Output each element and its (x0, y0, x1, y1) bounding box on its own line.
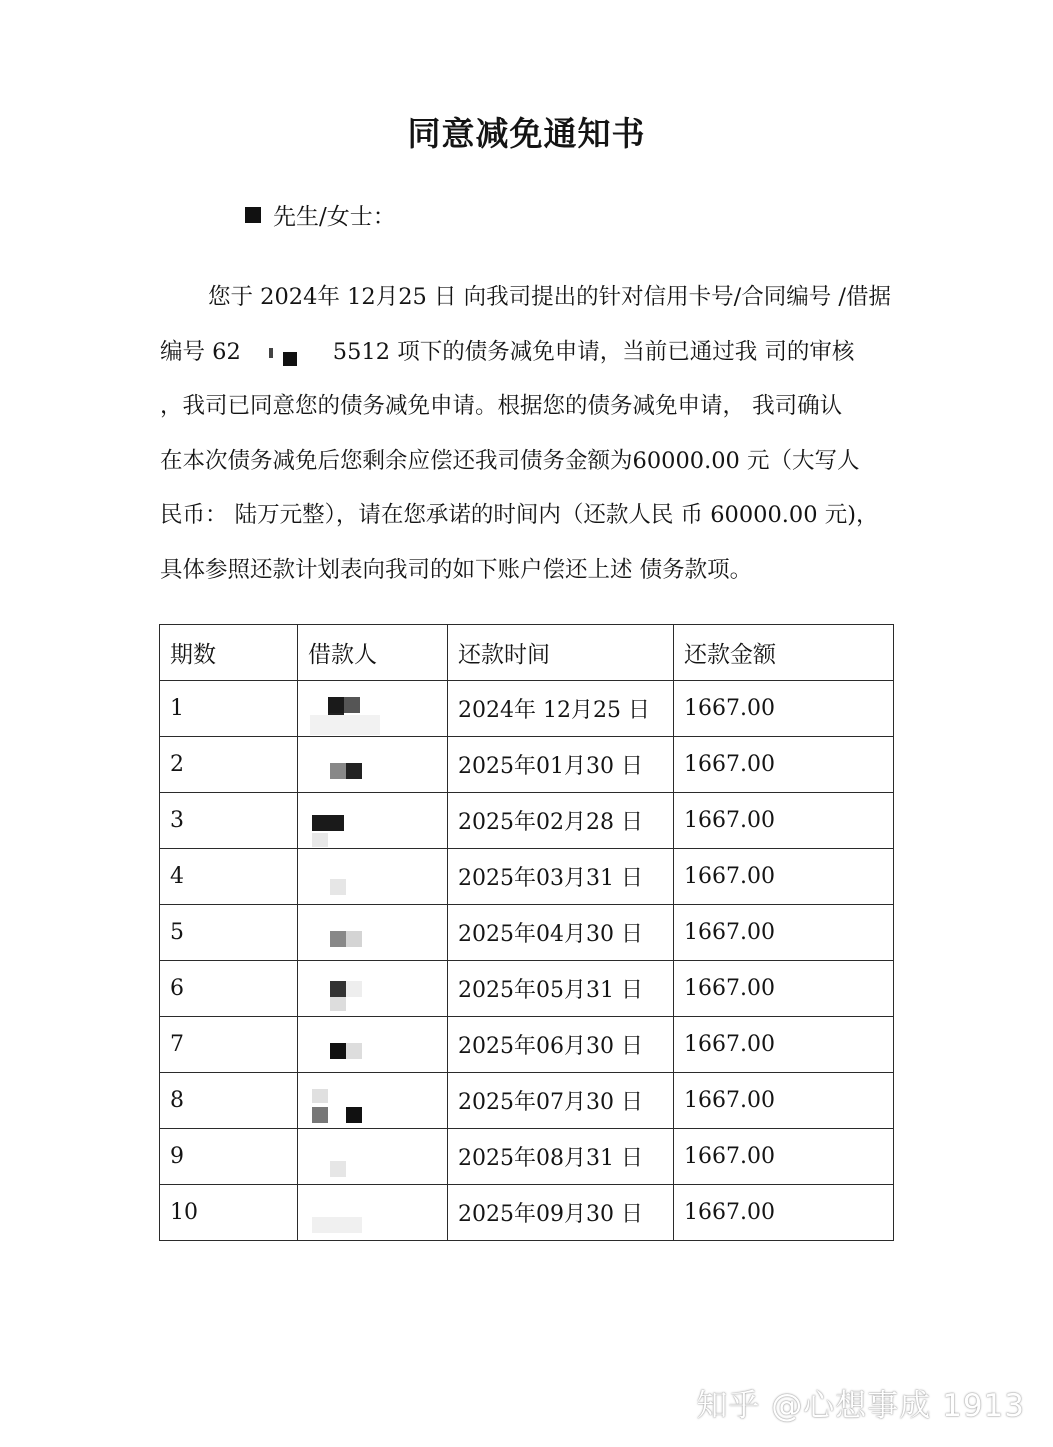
table-row (160, 1185, 894, 1241)
cell-borrower-redacted (298, 1017, 448, 1073)
cell-borrower-redacted (298, 1129, 448, 1185)
table-row (160, 961, 894, 1017)
cell-period: 10 (160, 1185, 298, 1241)
body-line-6: 具体参照还款计划表向我司的如下账户偿还上述 债务款项。 (160, 556, 753, 583)
cell-date: 2025年02月28 日 (448, 793, 674, 849)
cell-date: 2025年01月30 日 (448, 737, 674, 793)
cell-amount: 1667.00 (674, 961, 894, 1017)
table-header-row (160, 625, 894, 681)
header-period: 期数 (160, 625, 298, 681)
cell-date: 2025年04月30 日 (448, 905, 674, 961)
cell-borrower-redacted (298, 737, 448, 793)
table-row (160, 1017, 894, 1073)
cell-amount: 1667.00 (674, 681, 894, 737)
cell-date: 2024年 12月25 日 (448, 681, 674, 737)
cell-amount: 1667.00 (674, 1073, 894, 1129)
header-amount: 还款金额 (674, 625, 894, 681)
cell-amount: 1667.00 (674, 1129, 894, 1185)
table-row (160, 793, 894, 849)
cell-borrower-redacted (298, 905, 448, 961)
cell-amount: 1667.00 (674, 1017, 894, 1073)
cell-borrower-redacted (298, 1073, 448, 1129)
cell-period: 4 (160, 849, 298, 905)
body-line-3: ，我司已同意您的债务减免申请。根据您的债务减免申请， 我司确认 (160, 393, 843, 419)
cell-amount: 1667.00 (674, 849, 894, 905)
cell-amount: 1667.00 (674, 905, 894, 961)
cell-period: 1 (160, 681, 298, 737)
cell-period: 7 (160, 1017, 298, 1073)
header-date: 还款时间 (448, 625, 674, 681)
cell-borrower-redacted (298, 793, 448, 849)
cell-date: 2025年08月31 日 (448, 1129, 674, 1185)
table-row (160, 737, 894, 793)
body-line-2-end: 5512 项下的债务减免申请，当前已通过我 司的审核 (332, 338, 855, 365)
redacted-name-block (245, 207, 261, 223)
table-row (160, 681, 894, 737)
cell-amount: 1667.00 (674, 793, 894, 849)
watermark: 知乎 @心想事成 1913 (696, 1388, 1025, 1424)
cell-date: 2025年09月30 日 (448, 1185, 674, 1241)
body-line-1: 您于 2024年 12月25 日 向我司提出的针对信用卡号/合同编号 /借据 (208, 284, 891, 310)
repayment-schedule-table (159, 624, 894, 1241)
notice-body (160, 270, 915, 597)
body-line-4: 在本次债务减免后您剩余应偿还我司债务金额为60000.00 元（大写人 (160, 447, 860, 474)
body-line-2-start: 编号 62 (160, 338, 241, 365)
cell-date: 2025年07月30 日 (448, 1073, 674, 1129)
cell-borrower-redacted (298, 681, 448, 737)
cell-amount: 1667.00 (674, 1185, 894, 1241)
body-line-5: 民币： 陆万元整），请在您承诺的时间内（还款人民 币 60000.00 元)， (160, 502, 879, 528)
document-title: 同意减免通知书 (407, 114, 646, 153)
table-row (160, 1073, 894, 1129)
cell-period: 9 (160, 1129, 298, 1185)
header-borrower: 借款人 (298, 625, 448, 681)
cell-date: 2025年05月31 日 (448, 961, 674, 1017)
cell-period: 5 (160, 905, 298, 961)
body-line-2 (160, 325, 915, 380)
cell-borrower-redacted (298, 961, 448, 1017)
salutation (245, 198, 396, 231)
cell-borrower-redacted (298, 849, 448, 905)
cell-amount: 1667.00 (674, 737, 894, 793)
redacted-card-number (241, 340, 333, 366)
cell-date: 2025年06月30 日 (448, 1017, 674, 1073)
cell-period: 6 (160, 961, 298, 1017)
table-row (160, 905, 894, 961)
cell-period: 2 (160, 737, 298, 793)
cell-period: 8 (160, 1073, 298, 1129)
table-row (160, 849, 894, 905)
table-row (160, 1129, 894, 1185)
salutation-text: 先生/女士： (273, 204, 396, 230)
cell-period: 3 (160, 793, 298, 849)
cell-date: 2025年03月31 日 (448, 849, 674, 905)
cell-borrower-redacted (298, 1185, 448, 1241)
